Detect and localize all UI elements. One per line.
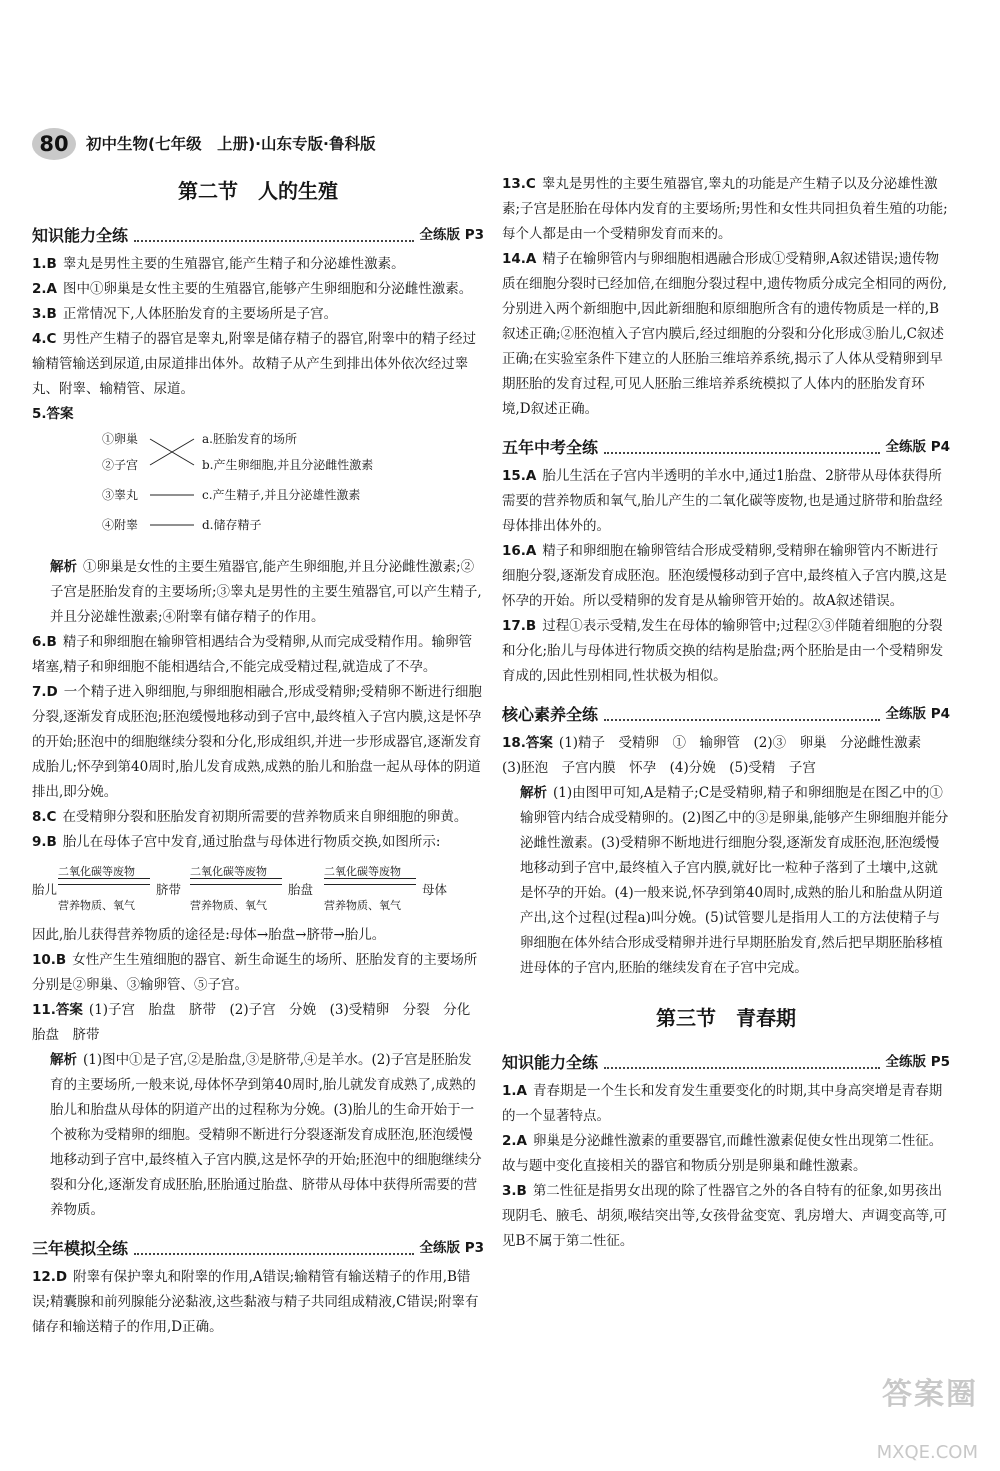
answer-item [502,1179,950,1254]
answer-number: 1.B [32,256,57,272]
analysis-text: (1)由图甲可知,A是精子;C是受精卵,精子和卵细胞是在图乙中的①输卵管内结合成受精卵的。(2)图乙中的③是卵巢,能够产生卵细胞并能分泌雌性激素。(3)受精卵不断地进行细胞分裂,逐渐发育成胚泡,胚泡缓慢地移动到子宫中,最终植入子宫内膜,就好比一粒种子落到了土壤中,这就是怀孕的开始。(4)一般来说,怀孕到第40周时,成熟的胎儿和胎盘从阴道产出,这个过程(过程a)叫分娩。(5)试管婴儿是指用人工的方法使精子与卵细胞在体外结合形成受精卵并进行早期胚胎发育,然后把早期胚胎移植进母体的子宫内,胚胎的继续发育在子宫中完成。 [520,785,949,976]
subsection-ref: 全练版 P3 [419,1240,484,1256]
left-column [32,172,484,1340]
answer-text: 正常情况下,人体胚胎发育的主要场所是子宫。 [62,306,338,322]
answer-number: 9.B [32,834,57,850]
arrow-label-top: 二氧化碳等废物 [58,865,135,878]
match-right-item: c.产生精子,并且分泌雄性激素 [202,488,361,502]
answer-number: 17.B [502,618,537,634]
answer-item [32,252,484,277]
analysis-text: (1)图中①是子宫,②是胎盘,③是脐带,④是羊水。(2)子宫是胚胎发育的主要场所,一般来说,母体怀孕到第40周时,胎儿就发育成熟了,成熟的胎儿和胎盘从母体的阴道产出的过程称为分娩。(3)胎儿的生命开始于一个被称为受精卵的细胞。受精卵不断进行分裂逐渐发育成胚泡,胚泡缓慢地移动到子宫中,最终植入子宫内膜,这是怀孕的开始;胚泡中的细胞继续分裂和分化,逐渐发育成胚胎,胚胎通过胎盘、脐带从母体中获得所需要的营养物质。 [50,1052,482,1218]
match-right-item: b.产生卵细胞,并且分泌雌性激素 [202,458,374,472]
subsection-ref: 全练版 P3 [419,227,484,243]
analysis [502,781,950,981]
answer-text: 第二性征是指男女出现的除了性器官之外的各自特有的征象,如男孩出现阴毛、腋毛、胡须,喉结突出等,女孩骨盆变宽、乳房增大、声调变高等,可见B不属于第二性征。 [502,1183,947,1249]
node-fetus: 胎儿 [32,882,58,897]
answer-number: 2.A [502,1133,527,1149]
answer-item [32,327,484,402]
answer-number: 16.A [502,543,537,559]
answer-number: 3.B [502,1183,527,1199]
answer-number: 4.C [32,331,57,347]
answer-text: 精子和卵细胞在输卵管结合形成受精卵,受精卵在输卵管内不断进行细胞分裂,逐渐发育成胚泡。胚泡缓慢移动到子宫中,最终植入子宫内膜,这是怀孕的开始。所以受精卵的发育是从输卵管开始的。故A叙述错误。 [502,543,947,609]
arrow-label-bottom: 营养物质、氧气 [324,899,401,912]
answer-item [32,998,484,1048]
answer-number: 12.D [32,1269,68,1285]
section-title: 第三节 青春期 [656,1006,796,1030]
subsection-ref: 全练版 P4 [885,706,950,722]
arrow-label-top: 二氧化碳等废物 [190,865,267,878]
answer-number: 10.B [32,952,67,968]
answer-text: 男性产生精子的器官是睾丸,附睾是储存精子的器官,附睾中的精子经过输精管输送到尿道,由尿道排出体外。故精子从产生到排出体外依次经过睾丸、附睾、输精管、尿道。 [32,331,477,397]
answer-item [32,630,484,680]
subsection-title: 知识能力全练 [32,226,129,245]
answer-number: 5.答案 [32,406,74,422]
answer-number: 14.A [502,251,537,267]
answer-item [502,247,950,422]
subsection-title: 五年中考全练 [502,438,599,457]
subsection-header [502,697,950,727]
answer-number: 3.B [32,306,57,322]
answer-number: 7.D [32,684,58,700]
answer-text: 附睾有保护睾丸和附睾的作用,A错误;输精管有输送精子的作用,B错误;精囊腺和前列腺能分泌黏液,这些黏液与精子共同组成精液,C错误;附睾有储存和输送精子的作用,D正确。 [32,1269,479,1335]
subsection-header [502,1045,950,1075]
analysis [32,555,484,630]
answer-item [32,948,484,998]
analysis-label: 解析 [50,559,77,575]
match-left-item: ①卵巢 [102,432,139,446]
arrow-line [190,878,282,879]
answer-item [32,805,484,830]
answer-item [32,277,484,302]
answer-number: 18.答案 [502,735,553,751]
book-title: 初中生物(七年级 上册)·山东专版·鲁科版 [86,134,376,153]
answer-text: (1)精子 受精卵 ① 输卵管 (2)③ 卵巢 分泌雌性激素 (3)胚泡 子宫内膜 怀孕 (4)分娩 (5)受精 子宫 [502,735,935,776]
node-mother: 母体 [422,882,448,897]
answer-text: 图中①卵巢是女性主要的生殖器官,能够产生卵细胞和分泌雌性激素。 [62,281,473,297]
match-left-item: ③睾丸 [102,488,139,502]
answer-text: 睾丸是男性的主要生殖器官,睾丸的功能是产生精子以及分泌雄性激素;子宫是胚胎在母体内发育的主要场所;男性和女性共同担负着生殖的功能;每个人都是由一个受精卵发育而来的。 [502,176,948,242]
analysis-label: 解析 [520,785,547,801]
answer-item [502,1079,950,1129]
answer-text: (1)子宫 胎盘 脐带 (2)子宫 分娩 (3)受精卵 分裂 分化 胎盘 脐带 [32,1002,484,1043]
answer-text: 卵巢是分泌雌性激素的重要器官,而雌性激素促使女性出现第二性征。故与题中变化直接相关的器官和物质分别是卵巢和雌性激素。 [502,1133,943,1174]
answer-number: 6.B [32,634,57,650]
answer-number: 2.A [32,281,57,297]
subsection-header [32,218,484,248]
answer-item [32,402,484,427]
subsection-header [32,1231,484,1261]
subsection-ref: 全练版 P4 [885,439,950,455]
answer-item [502,464,950,539]
arrow-label-top: 二氧化碳等废物 [324,865,401,878]
answer-number: 1.A [502,1083,527,1099]
answer-text: 女性产生生殖细胞的器官、新生命诞生的场所、胚胎发育的主要场所分别是②卵巢、③输卵管、⑤子宫。 [32,952,478,993]
explanation-text: 因此,胎儿获得营养物质的途径是:母体→胎盘→脐带→胎儿。 [32,927,386,943]
arrow-line [58,884,150,885]
answer-number: 15.A [502,468,537,484]
dotted-leader [604,719,879,721]
answer-text: 精子和卵细胞在输卵管相遇结合为受精卵,从而完成受精作用。输卵管堵塞,精子和卵细胞不能相遇结合,不能完成受精过程,就造成了不孕。 [32,634,473,675]
dotted-leader [604,452,879,454]
node-placenta: 胎盘 [288,882,314,897]
arrow-line [58,878,150,879]
dotted-leader [134,240,413,242]
analysis-label: 解析 [50,1052,77,1068]
answer-number: 8.C [32,809,57,825]
dotted-leader [134,1253,413,1255]
subsection-title: 知识能力全练 [502,1053,599,1072]
answer-text: 胎儿在母体子宫中发育,通过胎盘与母体进行物质交换,如图所示: [62,834,441,850]
arrow-label-bottom: 营养物质、氧气 [58,899,135,912]
answer-text: 在受精卵分裂和胚胎发育初期所需要的营养物质来自卵细胞的卵黄。 [62,809,468,825]
analysis [32,1048,484,1223]
dotted-leader [604,1067,879,1069]
node-cord: 脐带 [156,882,182,897]
answer-item [502,539,950,614]
subsection-title: 核心素养全练 [502,705,599,724]
page-header [32,126,375,162]
answer-item [502,731,950,781]
answer-text: 青春期是一个生长和发育发生重要变化的时期,其中身高突增是青春期的一个显著特点。 [502,1083,943,1124]
answer-text: 过程①表示受精,发生在母体的输卵管中;过程②③伴随着细胞的分裂和分化;胎儿与母体进行物质交换的结构是胎盘;两个胚胎是由一个受精卵发育成的,因此性别相同,性状极为相似。 [502,618,944,684]
answer-item [32,680,484,805]
right-column [502,172,950,1254]
subsection-header [502,430,950,460]
exchange-diagram [32,859,484,923]
answer-text: 睾丸是男性主要的生殖器官,能产生精子和分泌雄性激素。 [62,256,405,272]
arrow-label-bottom: 营养物质、氧气 [190,899,267,912]
page-number: 80 [32,128,76,160]
match-left-item: ④附睾 [102,518,139,532]
arrow-line [190,884,282,885]
subsection-ref: 全练版 P5 [885,1054,950,1070]
analysis-text: ①卵巢是女性的主要生殖器官,能产生卵细胞,并且分泌雌性激素;②子宫是胚胎发育的主要场所;③睾丸是男性的主要生殖器官,可以产生精子,并且分泌雄性激素;④附睾有储存精子的作用。 [50,559,482,625]
arrow-line [324,878,416,879]
answer-item [502,1129,950,1179]
answer-text: 胎儿生活在子宫内半透明的羊水中,通过1胎盘、2脐带从母体获得所需要的营养物质和氧气,胎儿产生的二氧化碳等废物,也是通过脐带和胎盘经母体排出体外的。 [502,468,943,534]
answer-item [32,1265,484,1340]
answer-item [502,172,950,247]
answer-item [502,614,950,689]
match-left-item: ②子宫 [102,458,139,472]
watermark-url: MXQE.COM [876,1442,978,1463]
match-right-item: a.胚胎发育的场所 [202,432,297,446]
section-title: 第二节 人的生殖 [178,179,338,203]
arrow-line [324,884,416,885]
answer-item [32,302,484,327]
answer-text: 一个精子进入卵细胞,与卵细胞相融合,形成受精卵;受精卵不断进行细胞分裂,逐渐发育成胚泡;胚泡缓慢地移动到子宫中,最终植入子宫内膜,这是怀孕的开始;胚泡中的细胞继续分裂和分化,形成组织,并进一步形成器官,逐渐发育成胎儿;怀孕到第40周时,胎儿发育成熟,成熟的胎儿和胎盘一起从母体的阴道排出,即分娩。 [32,684,482,800]
answer-text: 精子在输卵管内与卵细胞相遇融合形成①受精卵,A叙述错误;遗传物质在细胞分裂时已经加倍,在细胞分裂过程中,遗传物质分成完全相同的两份,分别进入两个新细胞中,因此新细胞和原细胞所含有的遗传物质是一样的,B叙述正确;②胚泡植入子宫内膜后,经过细胞的分裂和分化形成③胎儿,C叙述正确;在实验室条件下建立的人胚胎三维培养系统,揭示了人体从受精卵到早期胚胎的发育过程,可见人胚胎三维培养系统模拟了人体内的胚胎发育环境,D叙述正确。 [502,251,947,417]
answer-item [32,830,484,855]
match-right-item: d.储存精子 [202,518,262,532]
subsection-title: 三年模拟全练 [32,1239,129,1258]
answer-number: 11.答案 [32,1002,83,1018]
matching-diagram [102,427,484,555]
watermark-logo: 答案圈 [882,1377,978,1412]
answer-number: 13.C [502,176,536,192]
